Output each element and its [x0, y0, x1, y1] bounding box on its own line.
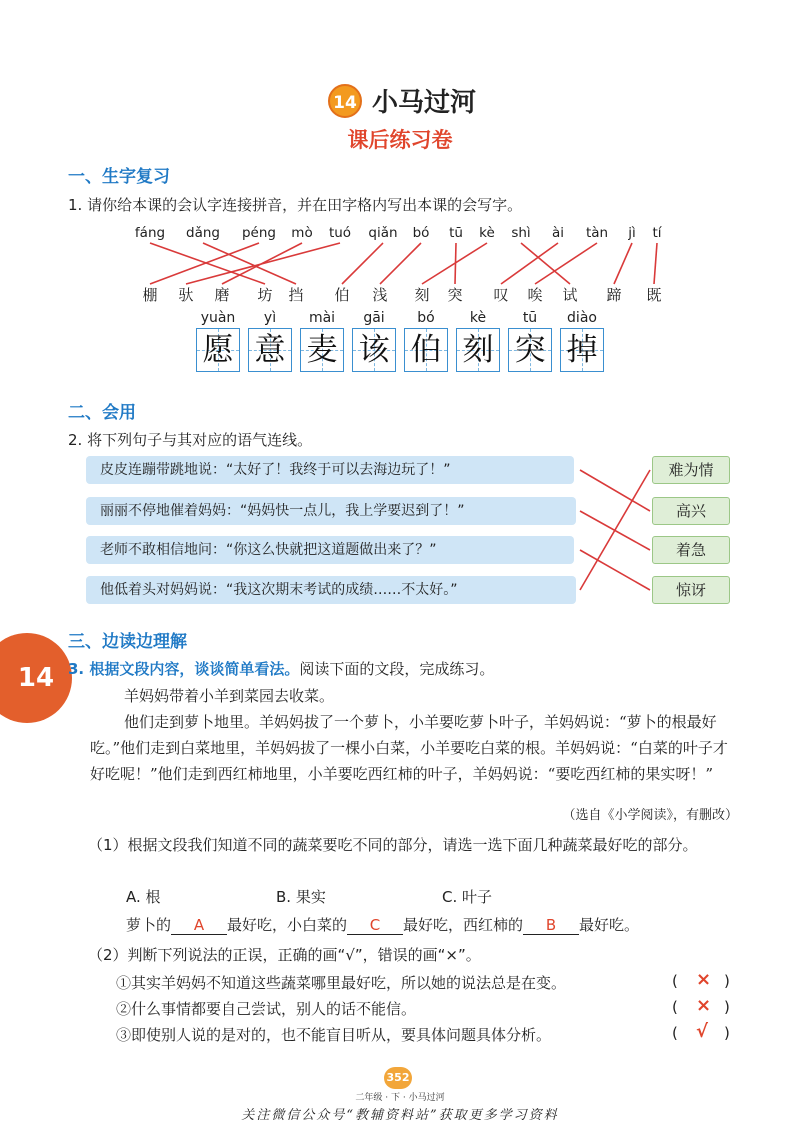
grid-pinyin-item: yuàn [200, 310, 236, 326]
sub-question-2: （2）判断下列说法的正误，正确的画“√”，错误的画“×”。 [88, 946, 481, 964]
emotion-option-1: 难为情 [652, 456, 730, 484]
written-character: 麦 [306, 332, 338, 368]
option-a: A. 根 [126, 888, 161, 906]
grid-pinyin-item: bó [417, 310, 435, 326]
pinyin-top-item: kè [479, 225, 495, 241]
character-item: 突 [447, 286, 463, 304]
passage-paragraph-1: 羊妈妈带着小羊到菜园去收菜。 [124, 687, 335, 705]
page-title: 小马过河 [372, 88, 477, 118]
written-character: 突 [514, 332, 546, 368]
grid-pinyin-item: gāi [363, 310, 385, 326]
paren-close-2: ) [724, 998, 730, 1016]
character-item: 伯 [334, 286, 350, 304]
answer-blank-1[interactable] [171, 916, 227, 935]
pinyin-top-item: péng [241, 225, 277, 241]
page-number: 352 [384, 1067, 412, 1089]
sub-question-1: （1）根据文段我们知道不同的蔬菜要吃不同的部分，请选一选下面几种蔬菜最好吃的部分。 [88, 836, 698, 854]
emotion-option-3: 着急 [652, 536, 730, 564]
statement-3: ③即使别人说的是对的，也不能盲目听从，要具体问题具体分析。 [116, 1026, 552, 1044]
answer-3: B [545, 916, 557, 934]
judge-answer-3[interactable]: √ [696, 1021, 709, 1042]
tone-line-3 [580, 550, 650, 590]
written-character: 愿 [202, 332, 234, 368]
grid-pinyin-item: kè [469, 310, 487, 326]
option-c: C. 叶子 [442, 888, 493, 906]
pinyin-top-item: ài [551, 225, 565, 241]
pinyin-top-item: qiǎn [368, 225, 398, 241]
side-chapter-badge: 14 [0, 633, 72, 723]
pinyin-top-item: tí [652, 225, 662, 241]
grid-pinyin-item: diào [567, 310, 597, 326]
pinyin-top-item: tū [449, 225, 463, 241]
statement-1: ①其实羊妈妈不知道这些蔬菜哪里最好吃，所以她的说法总是在变。 [116, 974, 567, 992]
grid-pinyin-item: mài [308, 310, 336, 326]
judge-answer-2[interactable]: × [696, 995, 712, 1016]
sentence-3: 老师不敢相信地问：“你这么快就把这道题做出来了？” [86, 536, 574, 564]
paren-open-3: ( [672, 1024, 678, 1042]
grid-pinyin-item: tū [522, 310, 538, 326]
fill-part-1: 萝卜的 [126, 916, 172, 934]
pinyin-top-item: tàn [585, 225, 609, 241]
character-item: 浅 [372, 286, 388, 304]
character-item: 刻 [414, 286, 430, 304]
writing-grid-box[interactable] [196, 328, 240, 372]
writing-grid-box[interactable] [560, 328, 604, 372]
writing-grid-box[interactable] [456, 328, 500, 372]
paren-close-3: ) [724, 1024, 730, 1042]
character-item: 驮 [178, 286, 194, 304]
footer-promo: 关注微信公众号“教辅资料站”获取更多学习资料 [241, 1108, 559, 1123]
section-heading-3: 三、边读边理解 [68, 632, 187, 652]
emotion-option-4: 惊讶 [652, 576, 730, 604]
writing-grid-box[interactable] [404, 328, 448, 372]
pinyin-top-item: shì [511, 225, 531, 241]
pinyin-top-item: tuó [328, 225, 352, 241]
writing-grid-box[interactable] [300, 328, 344, 372]
option-b: B. 果实 [276, 888, 326, 906]
tone-line-4 [580, 470, 650, 590]
character-item: 磨 [214, 286, 230, 304]
lesson-number-badge: 14 [328, 84, 362, 118]
question-3 [68, 658, 494, 679]
written-character: 伯 [410, 332, 442, 368]
section-heading-1: 一、生字复习 [68, 167, 170, 187]
character-item: 坊 [257, 286, 273, 304]
answer-blank-2[interactable] [347, 916, 403, 935]
question-3-highlight: 3. 根据文段内容，谈谈简单看法。 [68, 660, 300, 678]
fill-part-2: 最好吃，小白菜的 [227, 916, 348, 934]
pinyin-top-item: fáng [134, 225, 166, 241]
passage-paragraph-2: 他们走到萝卜地里。羊妈妈拔了一个萝卜，小羊要吃萝卜叶子，羊妈妈说：“萝卜的根最好吃。”他们走到白菜地里，羊妈妈拔了一棵小白菜，小羊要吃白菜的根。羊妈妈说：“白菜的叶子才好吃呢！”他们走到西红柿地里，小羊要吃西红柿的叶子，羊妈妈说：“要吃西红柿的果实呀！” [90, 713, 728, 783]
written-character: 意 [254, 332, 286, 368]
character-item: 棚 [142, 286, 158, 304]
fill-blank-sentence [126, 914, 639, 935]
statement-2: ②什么事情都要自己尝试，别人的话不能信。 [116, 1000, 417, 1018]
fill-part-3: 最好吃，西红柿的 [403, 916, 524, 934]
answer-2: C [369, 916, 381, 934]
fill-part-4: 最好吃。 [579, 916, 640, 934]
written-character: 掉 [566, 332, 598, 368]
character-item: 蹄 [606, 286, 622, 304]
writing-grid-box[interactable] [508, 328, 552, 372]
pinyin-top-item: jì [628, 225, 636, 241]
question-2: 2. 将下列句子与其对应的语气连线。 [68, 431, 313, 449]
sentence-4: 他低着头对妈妈说：“我这次期末考试的成绩……不太好。” [86, 576, 576, 604]
sentence-2: 丽丽不停地催着妈妈：“妈妈快一点儿，我上学要迟到了！” [86, 497, 576, 525]
pinyin-top-item: bó [412, 225, 430, 241]
writing-grid-box[interactable] [248, 328, 292, 372]
emotion-option-2: 高兴 [652, 497, 730, 525]
section-heading-2: 二、会用 [68, 403, 136, 423]
grid-pinyin-item: yì [263, 310, 277, 326]
footer-book-info: 二年级 · 下 · 小马过河 [355, 1093, 445, 1103]
question-3-rest: 阅读下面的文段，完成练习。 [299, 660, 495, 678]
paren-close-1: ) [724, 972, 730, 990]
passage-source: （选自《小学阅读》，有删改） [562, 808, 738, 823]
answer-blank-3[interactable] [523, 916, 579, 935]
written-character: 刻 [462, 332, 494, 368]
written-character: 该 [358, 332, 390, 368]
answer-1: A [193, 916, 205, 934]
judge-answer-1[interactable]: × [696, 969, 712, 990]
character-item: 既 [646, 286, 662, 304]
character-item: 叹 [493, 286, 509, 304]
character-item: 唉 [527, 286, 543, 304]
paren-open-1: ( [672, 972, 678, 990]
pinyin-top-item: dǎng [186, 225, 220, 241]
sentence-1: 皮皮连蹦带跳地说：“太好了！我终于可以去海边玩了！” [86, 456, 574, 484]
writing-grid-box[interactable] [352, 328, 396, 372]
tone-line-1 [580, 470, 650, 511]
character-item: 挡 [288, 286, 304, 304]
character-item: 试 [562, 286, 578, 304]
paren-open-2: ( [672, 998, 678, 1016]
page-subtitle: 课后练习卷 [347, 127, 453, 152]
pinyin-top-item: mò [291, 225, 313, 241]
question-1: 1. 请你给本课的会认字连接拼音，并在田字格内写出本课的会写字。 [68, 196, 523, 214]
